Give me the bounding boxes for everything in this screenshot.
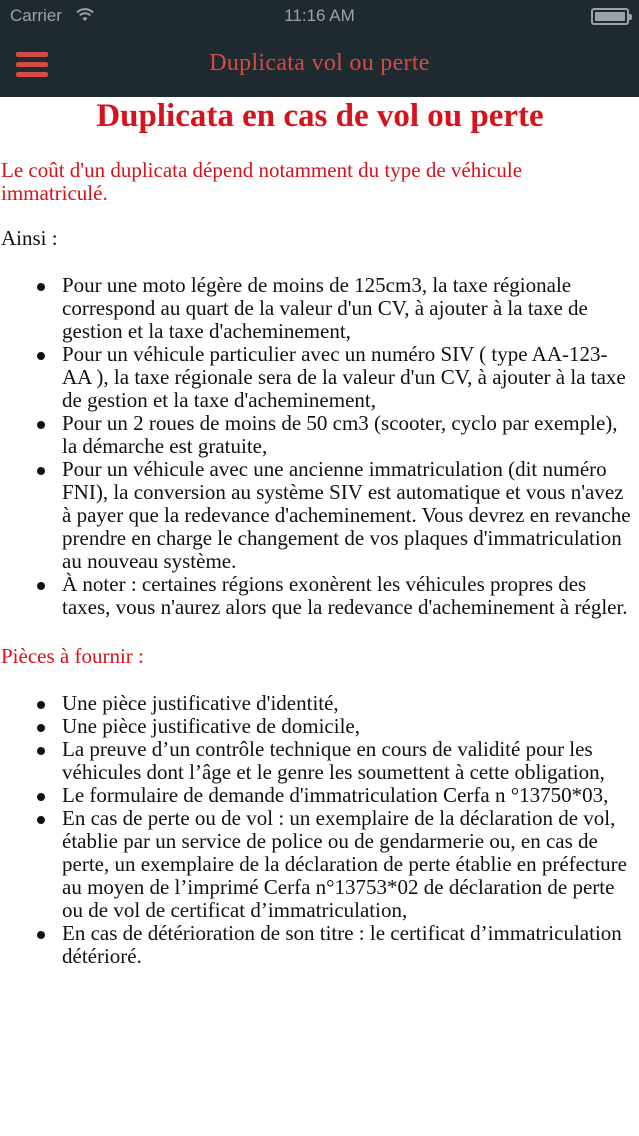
list-item: Pour un véhicule particulier avec un numéro SIV ( type AA-123-AA ), la taxe régionale sera de la valeur d'un CV, à ajouter à la taxe de gestion et la taxe d'acheminement, (1, 343, 639, 412)
status-time: 11:16 AM (284, 6, 355, 25)
pieces-heading: Pièces à fournir : (1, 644, 144, 668)
list-item: En cas de perte ou de vol : un exemplaire de la déclaration de vol, établie par un service de police ou de gendarmerie ou, en cas de perte, un exemplaire de la déclaration de perte établie en préfecture au moyen de l’imprimé Cerfa n°13753*02 de déclaration de perte ou de vol de certificat d’immatriculation, (1, 807, 639, 922)
pieces-list (1, 692, 639, 968)
list-item: Une pièce justificative d'identité, (1, 692, 639, 715)
list-item: La preuve d’un contrôle technique en cours de validité pour les véhicules dont l’âge et le genre les soumettent à cette obligation, (1, 738, 639, 784)
list-item: À noter : certaines régions exonèrent les véhicules propres des taxes, vous n'aurez alors que la redevance d'acheminement à régler. (1, 573, 639, 619)
nav-title: Duplicata vol ou perte (209, 50, 430, 76)
status-bar (0, 0, 639, 34)
list-item: Le formulaire de demande d'immatriculation Cerfa n °13750*03, (1, 784, 639, 807)
navigation-bar (0, 34, 639, 97)
page-title: Duplicata en cas de vol ou perte (96, 98, 544, 134)
carrier-label: Carrier (10, 6, 62, 25)
list-item: Pour un véhicule avec une ancienne immatriculation (dit numéro FNI), la conversion au système SIV est automatique et vous n'avez à payer que la redevance d'acheminement. Vous devrez en revanche prendre en charge le changement de vos plaques d'immatriculation au nouveau système. (1, 458, 639, 573)
ainsi-label: Ainsi : (1, 226, 58, 250)
intro-text: Le coût d'un duplicata dépend notamment du type de véhicule immatriculé. (1, 158, 523, 205)
list-item: En cas de détérioration de son titre : le certificat d’immatriculation détérioré. (1, 922, 639, 968)
list-item: Pour un 2 roues de moins de 50 cm3 (scooter, cyclo par exemple), la démarche est gratuite, (1, 412, 639, 458)
content-area[interactable] (0, 97, 639, 968)
battery-icon (591, 8, 629, 25)
cost-list (1, 274, 639, 619)
list-item: Une pièce justificative de domicile, (1, 715, 639, 738)
list-item: Pour une moto légère de moins de 125cm3, la taxe régionale correspond au quart de la valeur d'un CV, à ajouter à la taxe de gestion et la taxe d'acheminement, (1, 274, 639, 343)
